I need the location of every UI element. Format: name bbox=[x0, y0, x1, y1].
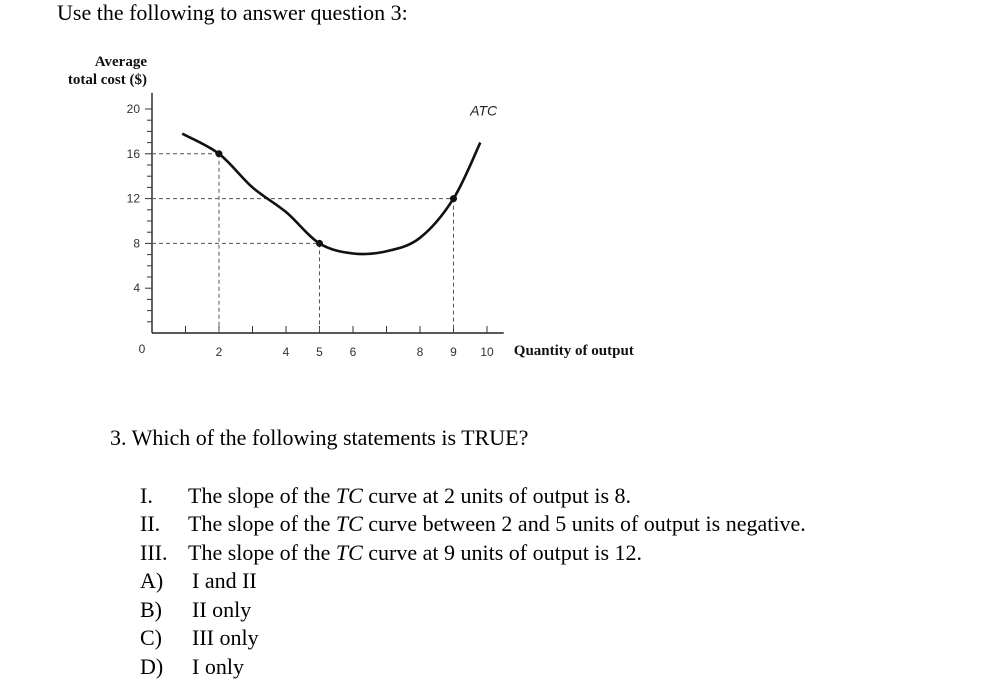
x-tick-label: 2 bbox=[215, 345, 223, 359]
y-tick-label: 8 bbox=[133, 236, 140, 251]
statement-1 bbox=[140, 483, 631, 509]
instruction-header: Use the following to answer question 3: bbox=[57, 0, 408, 25]
atc-point bbox=[316, 240, 323, 247]
option-label: D) bbox=[140, 654, 164, 679]
y-tick-label: 12 bbox=[126, 191, 140, 206]
statement-number: II. bbox=[140, 511, 161, 536]
statement-number: III. bbox=[140, 540, 168, 565]
option-b[interactable] bbox=[140, 597, 251, 623]
option-label: C) bbox=[140, 625, 162, 650]
option-text: III only bbox=[192, 625, 259, 650]
x-tick-label: 8 bbox=[416, 345, 424, 359]
x-tick-label: 6 bbox=[349, 345, 357, 359]
x-axis-label: Quantity of output bbox=[513, 343, 634, 359]
option-label: A) bbox=[140, 568, 164, 593]
y-tick-label: 20 bbox=[126, 102, 140, 116]
option-text: I only bbox=[192, 654, 244, 679]
statement-text-post: curve at 9 units of output is 12. bbox=[362, 540, 643, 565]
y-axis-label-line1: Average bbox=[94, 54, 147, 70]
y-tick-label: 16 bbox=[126, 146, 140, 161]
statement-text-pre: The slope of the bbox=[188, 540, 336, 565]
x-tick-label: 4 bbox=[282, 345, 290, 359]
atc-curve bbox=[182, 134, 480, 254]
option-text: II only bbox=[192, 597, 252, 622]
option-a[interactable] bbox=[140, 568, 257, 594]
atc-point bbox=[216, 150, 223, 157]
origin-label: 0 bbox=[138, 342, 146, 356]
x-tick-label: 10 bbox=[480, 345, 494, 359]
y-axis-label-line2: total cost ($) bbox=[67, 72, 147, 88]
option-c[interactable] bbox=[140, 625, 259, 651]
statement-2 bbox=[140, 511, 806, 537]
atc-point bbox=[450, 195, 457, 202]
statement-text-pre: The slope of the bbox=[188, 511, 336, 536]
statement-text-italic: TC bbox=[335, 511, 363, 536]
statement-text-post: curve between 2 and 5 units of output is negative. bbox=[362, 511, 806, 536]
x-tick-label: 9 bbox=[450, 345, 457, 359]
curve-label: ATC bbox=[470, 102, 498, 119]
statement-text-italic: TC bbox=[335, 483, 363, 508]
y-tick-label: 4 bbox=[133, 281, 140, 296]
option-label: B) bbox=[140, 597, 162, 622]
statement-text-italic: TC bbox=[335, 540, 363, 565]
question-text: 3. Which of the following statements is TRUE? bbox=[110, 425, 529, 450]
option-text: I and II bbox=[192, 568, 257, 593]
statement-text-post: curve at 2 units of output is 8. bbox=[362, 483, 632, 508]
option-d[interactable] bbox=[140, 654, 244, 680]
statement-3 bbox=[140, 540, 642, 566]
statement-text-pre: The slope of the bbox=[188, 483, 336, 508]
statement-number: I. bbox=[140, 483, 153, 508]
x-tick-label: 5 bbox=[316, 345, 323, 359]
